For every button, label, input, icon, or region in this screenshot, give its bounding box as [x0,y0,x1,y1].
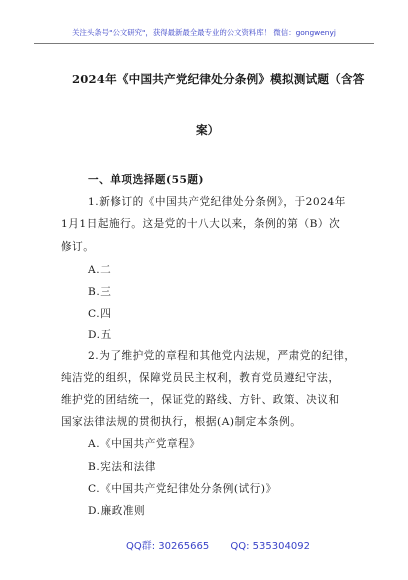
document-title: 2024年《中国共产党纪律处分条例》模拟测试题（含答 [72,72,365,86]
question-2-option-a: A.《中国共产党章程》 [88,438,201,450]
question-1-option-c: C.四 [88,308,112,320]
question-1-option-b: B.三 [88,286,112,298]
question-2-stem-line: 国家法律法规的贯彻执行，根据(A)制定本条例。 [61,416,302,428]
question-2-stem-line: 纯洁党的组织，保障党员民主权利，教育党员遵纪守法， [61,372,340,384]
question-1-option-d: D.五 [88,329,112,341]
question-1-option-a: A.二 [88,264,112,276]
question-2-option-b: B.宪法和法律 [88,461,156,473]
question-2-stem-line: 维护党的团结统一，保证党的路线、方针、政策、决议和 [61,394,340,406]
header-banner: 关注头条号"公文研究"，获得最新最全最专业的公文资料库！ 微信：gongwenyj [72,28,336,37]
footer-contact [126,537,328,552]
question-2-option-d: D.廉政准则 [88,505,146,517]
question-1-stem-line: 1.新修订的《中国共产党纪律处分条例》，于2024年 [88,196,346,208]
question-2-option-c: C.《中国共产党纪律处分条例(试行)》 [88,483,277,495]
document-title-continued: 案） [196,123,220,137]
section-heading: 一、单项选择题(55题) [88,174,205,186]
question-2-stem-line: 2.为了维护党的章程和其他党内法规，严肃党的纪律， [88,350,356,362]
header-divider [34,43,374,44]
footer-qq-number: QQ: 535304092 [230,541,310,552]
question-1-stem-line: 1月1日起施行。这是党的十八大以来，条例的第（B）次 [61,218,341,230]
question-1-stem-line: 修订。 [61,241,95,253]
footer-qq-group: QQ群: 30265665 [126,541,210,552]
